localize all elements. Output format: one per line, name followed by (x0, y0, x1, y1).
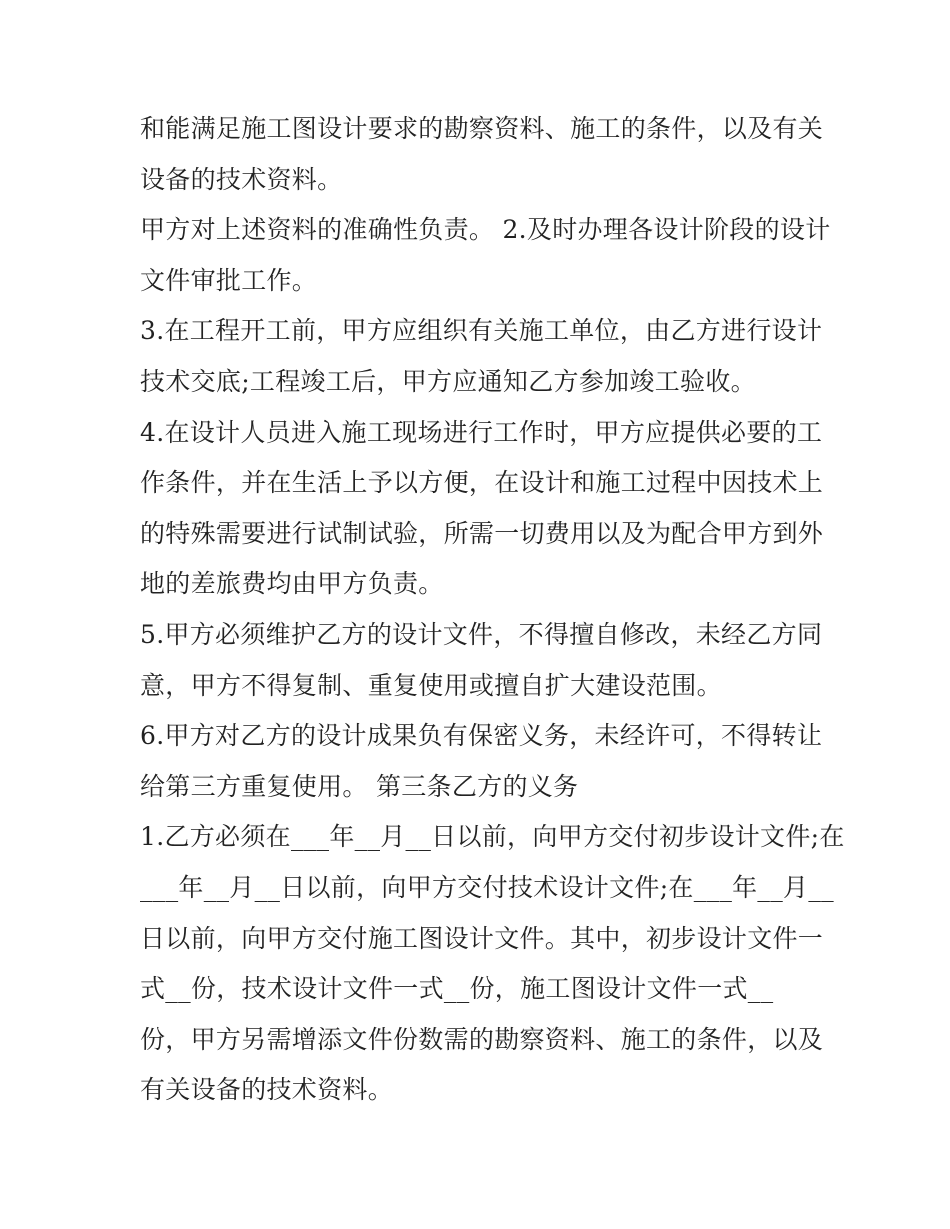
text-line: 设备的技术资料。 (140, 164, 343, 194)
text-line: 1.乙方必须在___年__月__日以前，向甲方交付初步设计文件;在 (140, 822, 845, 852)
text-line: 的特殊需要进行试制试验，所需一切费用以及为配合甲方到外 (140, 518, 824, 548)
text-line: 技术交底;工程竣工后，甲方应通知乙方参加竣工验收。 (140, 366, 756, 396)
text-line: ___年__月__日以前，向甲方交付技术设计文件;在___年__月__ (140, 872, 834, 902)
text-line: 给第三方重复使用。 第三条乙方的义务 (140, 771, 579, 801)
text-line: 份，甲方另需增添文件份数需的勘察资料、施工的条件，以及 (140, 1024, 824, 1054)
text-line: 文件审批工作。 (140, 265, 318, 295)
text-line: 作条件，并在生活上予以方便，在设计和施工过程中因技术上 (140, 468, 824, 498)
document-body (140, 104, 845, 1116)
text-line: 意，甲方不得复制、重复使用或擅自扩大建设范围。 (140, 670, 722, 700)
text-line: 地的差旅费均由甲方负责。 (140, 569, 444, 599)
text-line: 有关设备的技术资料。 (140, 1075, 394, 1105)
text-line: 5.甲方必须维护乙方的设计文件，不得擅自修改，未经乙方同 (140, 619, 823, 649)
text-line: 3.在工程开工前，甲方应组织有关施工单位，由乙方进行设计 (140, 316, 823, 346)
text-line: 日以前，向甲方交付施工图设计文件。其中，初步设计文件一 (140, 923, 824, 953)
text-line: 6.甲方对乙方的设计成果负有保密义务，未经许可，不得转让 (140, 721, 823, 751)
text-line: 式__份，技术设计文件一式__份，施工图设计文件一式__ (140, 974, 774, 1004)
text-line: 甲方对上述资料的准确性负责。 2.及时办理各设计阶段的设计 (140, 215, 831, 245)
text-line: 和能满足施工图设计要求的勘察资料、施工的条件，以及有关 (140, 114, 824, 143)
text-line: 4.在设计人员进入施工现场进行工作时，甲方应提供必要的工 (140, 417, 823, 447)
